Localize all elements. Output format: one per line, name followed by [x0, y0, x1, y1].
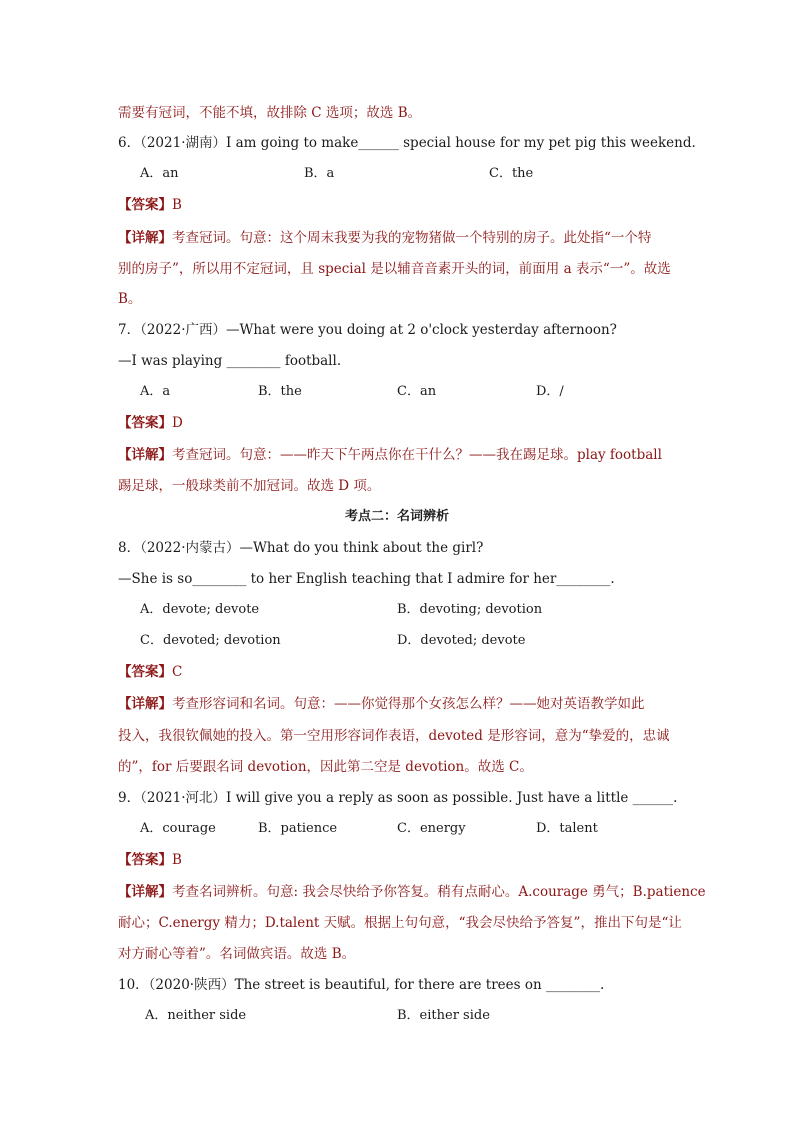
- question-8-option-d: D．devoted; devote: [397, 633, 526, 648]
- answer-tag: 【答案】: [118, 415, 172, 431]
- question-9-option-a: A．courage: [140, 821, 216, 836]
- answer-value: D: [172, 415, 183, 431]
- question-7-explanation-1: [118, 445, 676, 465]
- question-8-option-b: B．devoting; devotion: [397, 602, 543, 617]
- question-9-explanation-1: [118, 882, 706, 902]
- answer-tag: 【答案】: [118, 664, 172, 680]
- question-9-option-b: B．patience: [258, 821, 338, 836]
- question-7-explanation-2: 踢足球，一般球类前不加冠词。故选 D 项。: [118, 478, 381, 494]
- question-8-explanation-3: 的”，for 后要跟名词 devotion，因此第二空是 devotion。故选 C。: [118, 759, 533, 775]
- question-10-option-a: A．neither side: [145, 1008, 247, 1023]
- question-8-stem-2: —She is so________ to her English teaching that I admire for her________.: [118, 571, 615, 587]
- question-10-stem: 10．（2020·陕西）The street is beautiful, for there are trees on ________.: [118, 977, 605, 993]
- question-6-explanation-1: [118, 228, 676, 248]
- question-7-stem: 7．（2022·广西）—What were you doing at 2 o'clock yesterday afternoon?: [118, 322, 617, 338]
- answer-value: B: [172, 852, 182, 868]
- question-9-answer: [118, 850, 676, 870]
- question-7-stem-2: —I was playing ________ football.: [118, 353, 342, 369]
- question-7-option-a: A．a: [140, 384, 171, 399]
- question-8-option-a: A．devote; devote: [140, 602, 260, 617]
- question-7-option-b: B．the: [258, 384, 302, 399]
- question-9-option-d: D．talent: [536, 821, 598, 836]
- question-8-stem: 8．（2022·内蒙古）—What do you think about the girl?: [118, 540, 484, 556]
- question-9-explanation-3: 对方耐心等着”。名词做宾语。故选 B。: [118, 946, 356, 962]
- answer-tag: 【答案】: [118, 852, 172, 868]
- question-7-option-d: D．/: [536, 384, 564, 399]
- question-8-explanation-1: [118, 694, 676, 714]
- explanation-text: 考查冠词。句意：这个周末我要为我的宠物猪做一个特别的房子。此处指“一个特: [172, 230, 652, 246]
- question-6-explanation-2: 别的房子”，所以用不定冠词，且 special 是以辅音音素开头的词，前面用 a 表示“一”。故选: [118, 261, 671, 277]
- question-6-option-a: A．an: [140, 166, 179, 181]
- explanation-tag: 【详解】: [118, 884, 172, 900]
- question-7-answer: [118, 413, 676, 433]
- question-6-explanation-3: B。: [118, 291, 142, 307]
- answer-value: B: [172, 197, 182, 213]
- explanation-text: 考查冠词。句意：——昨天下午两点你在干什么？——我在踢足球。play football: [172, 447, 662, 463]
- question-6-stem: 6．（2021·湖南）I am going to make______ special house for my pet pig this weekend.: [118, 135, 696, 151]
- question-6-answer: [118, 195, 676, 215]
- question-9-stem: 9．（2021·河北）I will give you a reply as soon as possible. Just have a little ______.: [118, 790, 678, 806]
- question-8-option-c: C．devoted; devotion: [140, 633, 281, 648]
- answer-value: C: [172, 664, 183, 680]
- text-line: 需要有冠词，不能不填，故排除 C 选项；故选 B。: [118, 105, 422, 121]
- section-heading: 考点二：名词辨析: [344, 509, 449, 524]
- question-6-option-c: C．the: [489, 166, 534, 181]
- explanation-tag: 【详解】: [118, 696, 172, 712]
- explanation-text: 考查形容词和名词。句意：——你觉得那个女孩怎么样？——她对英语教学如此: [172, 696, 645, 712]
- question-8-explanation-2: 投入，我很钦佩她的投入。第一空用形容词作表语，devoted 是形容词，意为“挚爱的，忠诚: [118, 728, 670, 744]
- explanation-tag: 【详解】: [118, 230, 172, 246]
- question-9-option-c: C．energy: [397, 821, 466, 836]
- question-6-option-b: B．a: [304, 166, 335, 181]
- explanation-tag: 【详解】: [118, 447, 172, 463]
- question-7-option-c: C．an: [397, 384, 437, 399]
- question-9-explanation-2: 耐心；C.energy 精力；D.talent 天赋。根据上句句意，“我会尽快给予答复”，推出下句是“让: [118, 915, 682, 931]
- answer-tag: 【答案】: [118, 197, 172, 213]
- question-10-option-b: B．either side: [397, 1008, 490, 1023]
- explanation-text: 考查名词辨析。句意: 我会尽快给予你答复。稍有点耐心。A.courage 勇气；B.patience: [172, 884, 706, 900]
- question-8-answer: [118, 662, 676, 682]
